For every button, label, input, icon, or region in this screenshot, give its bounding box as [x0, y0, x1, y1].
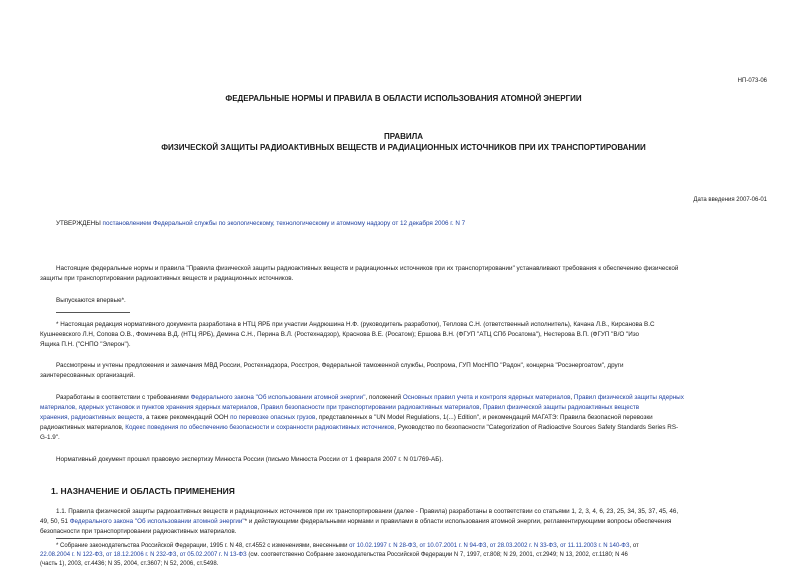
footnote-divider: [56, 312, 130, 313]
developed-line-4: [40, 423, 678, 432]
first-issue-note: Выпускаются впервые*.: [56, 297, 126, 304]
transport-safety-rules-link[interactable]: Правил безопасности при транспортировании радиоактивных материалов: [260, 404, 480, 411]
footnote-2-line-3: (часть 1), 2003, ст.4436; N 35, 2004, ст.3607; N 52, 2006, ст.5498.: [40, 561, 219, 567]
amendment-link-1[interactable]: от 10.02.1997 г. N 28-ФЗ: [349, 543, 417, 549]
developed-text: ,: [257, 404, 260, 411]
document-code: НП-073-06: [737, 78, 767, 84]
amendment-link-4[interactable]: от 11.11.2003 г. N 140-ФЗ: [560, 543, 630, 549]
footnote-text: , от: [629, 543, 639, 549]
footnote-text: ,: [102, 552, 105, 558]
footnote-text: ,: [556, 543, 559, 549]
developed-text: Разработаны в соответствии с требованиями: [56, 394, 189, 401]
radioactive-protection-link[interactable]: Правил физической защиты радиоактивных веществ: [482, 404, 640, 411]
developed-text: , Руководство по безопасности "Categorization of Radioactive Sources Safety Standards Series RS-: [394, 424, 679, 431]
approved-line: [56, 219, 465, 228]
footnote-2-line-1: [56, 542, 639, 551]
amendment-link-3[interactable]: от 28.03.2002 г. N 33-ФЗ: [489, 543, 557, 549]
developed-text: ,: [570, 394, 573, 401]
intro-line-1: Настоящие федеральные нормы и правила "Правила физической защиты радиоактивных веществ и радиационных источников при их транспортировании" устанавливают требования к обеспечению физической: [56, 265, 679, 272]
approved-label: УТВЕРЖДЕНЫ: [56, 220, 101, 227]
developed-text: , а также рекомендаций ООН: [142, 414, 229, 421]
legal-review-note: Нормативный документ прошел правовую экспертизу Минюста России (письмо Минюста России от 1 февраля 2007 г. N 01/769-АБ).: [56, 456, 444, 463]
law-link[interactable]: Федерального закона "Об использовании атомной энергии": [190, 394, 366, 401]
developed-line-2: [40, 403, 639, 412]
effective-date: Дата введения 2007-06-01: [693, 197, 767, 203]
clause-1-1-line-2: [40, 517, 671, 526]
amendment-link-2[interactable]: от 10.07.2001 г. N 94-ФЗ: [419, 543, 487, 549]
clause-1-1-line-1: 1.1. Правила физической защиты радиоактивных веществ и радиационных источников при их транспортировании (далее - Правила) разработаны в соответствии со статьями 1, 2, 3, 4, 6, 23, 25, 34, 35, 37, 45, 46,: [56, 508, 679, 515]
reviewed-line-2: заинтересованных организаций.: [40, 372, 136, 379]
footnote-text: (см. соответственно Собрание законодательства Российской Федерации N 7, 1997, ст.808; N 29, 2001, ст.2949; N 13, 2002, ст.1180; N 46: [248, 552, 628, 558]
title-line-1: ПРАВИЛА: [383, 132, 424, 141]
footnote-text: ,: [416, 543, 418, 549]
dangerous-goods-link[interactable]: по перевозке опасных грузов: [230, 414, 316, 421]
title-line-2: ФИЗИЧЕСКОЙ ЗАЩИТЫ РАДИОАКТИВНЫХ ВЕЩЕСТВ И РАДИАЦИОННЫХ ИСТОЧНИКОВ ПРИ ИХ ТРАНСПОРТИРОВАНИИ: [161, 143, 646, 152]
footnote-1-line-3: Ящика П.Н. ("СНПО "Элерон").: [40, 341, 131, 348]
footnote-text: ,: [486, 543, 489, 549]
footnote-divider-2: [56, 538, 130, 539]
clause-1-1-line-3: безопасности при транспортировании радиоактивных материалов.: [40, 528, 237, 535]
law-link-2[interactable]: Федерального закона "Об использовании атомной энергии": [69, 518, 245, 525]
developed-text: , представленных в "UN Model Regulations, 1(...) Edition", и рекомендаций МАГАТЭ: Правила безопасной перевозки: [315, 414, 653, 421]
storage-link[interactable]: хранения, радиоактивных веществ: [40, 414, 143, 421]
developed-line-5: G-1.9".: [40, 434, 60, 441]
developed-line-1: [56, 393, 684, 402]
footnote-2-line-2: [40, 551, 628, 560]
footnote-text: * Собрание законодательства Российской Федерации, 1995 г. N 48, ст.4552 с изменениями, внесенными: [56, 543, 348, 549]
reviewed-line-1: Рассмотрены и учтены предложения и замечания МВД России, Ростехнадзора, Росстроя, Федеральной таможенной службы, Роспрома, ГУП МосНПО "Радон", концерна "Росэнергоатом", други: [56, 362, 624, 369]
clause-text: * и действующими федеральными нормами и правилами в области использования атомной энергии, регламентирующими вопросы обеспечения: [244, 518, 672, 525]
footnote-text: ,: [176, 552, 179, 558]
developed-text: ,: [479, 404, 482, 411]
intro-line-2: защиты при транспортировании радиоактивных веществ и радиационных источников.: [40, 275, 294, 282]
section-1-heading: 1. НАЗНАЧЕНИЕ И ОБЛАСТЬ ПРИМЕНЕНИЯ: [51, 486, 235, 496]
document-header: ФЕДЕРАЛЬНЫЕ НОРМЫ И ПРАВИЛА В ОБЛАСТИ ИСПОЛЬЗОВАНИЯ АТОМНОЙ ЭНЕРГИИ: [225, 94, 582, 103]
amendment-link-5[interactable]: 22.08.2004 г. N 122-ФЗ: [40, 552, 103, 558]
nuclear-materials-link[interactable]: материалов, ядерных установок и пунктов хранения ядерных материалов: [40, 404, 258, 411]
code-of-conduct-link[interactable]: Кодекс поведения по обеспечению безопасности и сохранности радиоактивных источников: [125, 424, 395, 431]
footnote-1-line-1: * Настоящая редакция нормативного документа разработана в НТЦ ЯРБ при участии Андрюшина Н.Ф. (руководитель разработки), Теплова С.Н. (ответственный исполнитель), Качана Л.В., Кирсанова В.С: [56, 321, 655, 328]
physical-protection-rules-link[interactable]: Правил физической защиты ядерных: [573, 394, 684, 401]
developed-line-3: [40, 413, 653, 422]
developed-text: радиоактивных материалов,: [40, 424, 124, 431]
developed-text: , положений: [365, 394, 402, 401]
amendment-link-6[interactable]: от 18.12.2006 г. N 232-ФЗ: [106, 552, 177, 558]
approved-link[interactable]: постановлением Федеральной службы по экологическому, технологическому и атомному надзору от 12 декабря 2006 г. N 7: [102, 220, 466, 227]
accounting-rules-link[interactable]: Основных правил учета и контроля ядерных материалов: [402, 394, 571, 401]
clause-text: 49, 50, 51: [40, 518, 69, 525]
footnote-1-line-2: Кушнеевского Л.Н, Сопова О.В., Фомичева В.Д. (НТЦ ЯРБ), Демина С.Н., Перина В.Л. (Ростехнадзор), Краснова В.Е. (Росатом); Ершова В.Н. (ФГУП "АТЦ СПб Росатома"), Нестерова В.П. (ФГУП "В/О "Изо: [40, 331, 640, 338]
amendment-link-7[interactable]: от 05.02.2007 г. N 13-ФЗ: [179, 552, 247, 558]
